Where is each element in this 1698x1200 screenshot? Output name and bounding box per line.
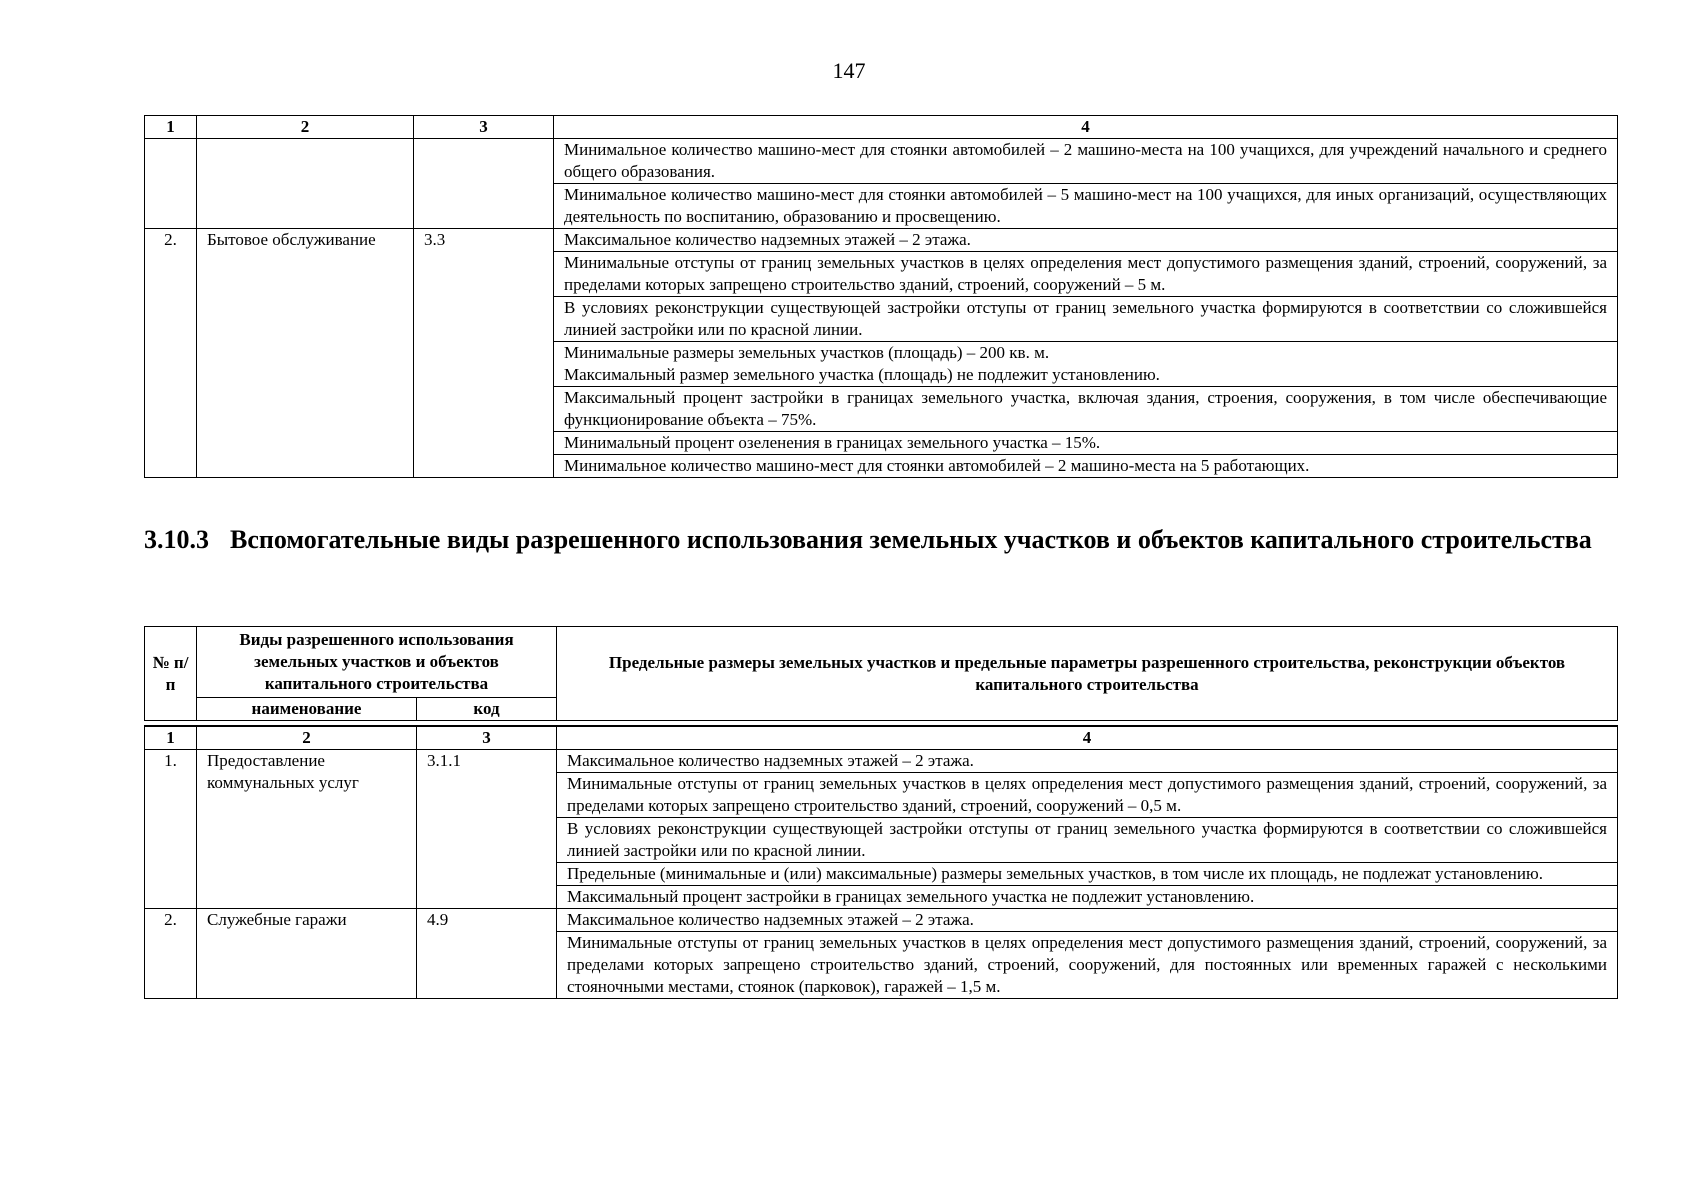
requirement-text: Максимальное количество надземных этажей – 2 этажа. bbox=[567, 751, 974, 770]
requirement-cell bbox=[557, 932, 1618, 999]
requirement-cell bbox=[557, 750, 1618, 773]
column-number-row bbox=[145, 116, 1618, 139]
row-number-cell bbox=[145, 139, 197, 229]
table-auxiliary-uses bbox=[144, 626, 1618, 999]
requirement-text: Минимальный процент озеленения в границах земельного участка – 15%. bbox=[564, 433, 1101, 452]
row-code: 3.3 bbox=[414, 229, 554, 478]
requirement-text: Минимальное количество машино-мест для стоянки автомобилей – 2 машино-места на 100 учащихся, для учреждений начального и среднего общего образования. bbox=[564, 140, 1607, 181]
requirement-text: Минимальные отступы от границ земельных участков в целях определения мест допустимого размещения зданий, строений, сооружений, за пределами которых запрещено строительство зданий, строений, сооружений – 0,5 м. bbox=[567, 774, 1607, 815]
requirement-text: Минимальные размеры земельных участков (площадь) – 200 кв. м. bbox=[564, 343, 1050, 362]
requirement-cell bbox=[557, 863, 1618, 886]
requirement-text: Минимальные отступы от границ земельных участков в целях определения мест допустимого размещения зданий, строений, сооружений, за пределами которых запрещено строительство зданий, строений, сооружений, для постоянных или временных гаражей с несколькими стояночными местами, стоянок (парковок), гаражей – 1,5 м. bbox=[567, 933, 1607, 996]
table-row bbox=[145, 750, 1618, 773]
row-name: Служебные гаражи bbox=[197, 909, 417, 999]
table-row bbox=[145, 909, 1618, 932]
requirement-cell bbox=[557, 818, 1618, 863]
requirement-cell bbox=[554, 139, 1618, 184]
requirement-cell bbox=[554, 184, 1618, 229]
requirement-cell bbox=[554, 297, 1618, 342]
requirement-cell bbox=[557, 909, 1618, 932]
requirement-cell bbox=[554, 455, 1618, 478]
requirement-text: Минимальное количество машино-мест для стоянки автомобилей – 2 машино-места на 5 работающих. bbox=[564, 456, 1310, 475]
column-number: 2 bbox=[197, 726, 417, 750]
column-number-row bbox=[145, 726, 1618, 750]
requirement-cell bbox=[557, 886, 1618, 909]
requirement-cell bbox=[554, 387, 1618, 432]
row-code-cell bbox=[414, 139, 554, 229]
section-title: Вспомогательные виды разрешенного использования земельных участков и объектов капитального строительства bbox=[230, 525, 1592, 554]
page-number: 147 bbox=[832, 58, 866, 83]
requirement-cell bbox=[557, 773, 1618, 818]
requirement-text: Максимальный процент застройки в границах земельного участка, включая здания, строения, сооружения, в том числе обеспечивающие функционирование объекта – 75%. bbox=[564, 388, 1607, 429]
column-number: 1 bbox=[145, 116, 197, 139]
header-types: Виды разрешенного использования земельных участков и объектов капитального строительства bbox=[197, 627, 557, 698]
table-header-row bbox=[145, 627, 1618, 698]
row-number: 1. bbox=[145, 750, 197, 909]
column-number: 4 bbox=[554, 116, 1618, 139]
section-number: 3.10.3 bbox=[144, 525, 209, 554]
row-code: 4.9 bbox=[417, 909, 557, 999]
row-code: 3.1.1 bbox=[417, 750, 557, 909]
column-number: 1 bbox=[145, 726, 197, 750]
column-number: 4 bbox=[557, 726, 1618, 750]
requirement-text: Максимальный размер земельного участка (площадь) не подлежит установлению. bbox=[564, 365, 1160, 384]
header-name: наименование bbox=[197, 698, 417, 721]
column-number: 3 bbox=[417, 726, 557, 750]
row-name: Предоставление коммунальных услуг bbox=[197, 750, 417, 909]
column-number: 2 bbox=[197, 116, 414, 139]
row-name-cell bbox=[197, 139, 414, 229]
requirement-text: Максимальное количество надземных этажей – 2 этажа. bbox=[564, 230, 971, 249]
row-name: Бытовое обслуживание bbox=[197, 229, 414, 478]
requirement-text: Максимальный процент застройки в границах земельного участка не подлежит установлению. bbox=[567, 887, 1255, 906]
table-row bbox=[145, 139, 1618, 184]
requirement-text: Предельные (минимальные и (или) максимальные) размеры земельных участков, в том числе их площадь, не подлежат установлению. bbox=[567, 864, 1543, 883]
requirement-cell bbox=[554, 432, 1618, 455]
table-continuation bbox=[144, 115, 1618, 478]
header-code: код bbox=[417, 698, 557, 721]
header-num: № п/п bbox=[145, 627, 197, 721]
requirement-cell bbox=[554, 229, 1618, 252]
requirement-text: В условиях реконструкции существующей застройки отступы от границ земельного участка формируются в соответствии со сложившейся линией застройки или по красной линии. bbox=[567, 819, 1607, 860]
row-number: 2. bbox=[145, 909, 197, 999]
column-number: 3 bbox=[414, 116, 554, 139]
requirement-text: Минимальные отступы от границ земельных участков в целях определения мест допустимого размещения зданий, строений, сооружений, за пределами которых запрещено строительство зданий, строений, сооружений – 5 м. bbox=[564, 253, 1607, 294]
section-heading bbox=[144, 524, 1618, 555]
requirement-cell bbox=[554, 252, 1618, 297]
requirement-text: Максимальное количество надземных этажей – 2 этажа. bbox=[567, 910, 974, 929]
requirement-text: В условиях реконструкции существующей застройки отступы от границ земельного участка формируются в соответствии со сложившейся линией застройки или по красной линии. bbox=[564, 298, 1607, 339]
table-row bbox=[145, 229, 1618, 252]
requirement-text: Минимальное количество машино-мест для стоянки автомобилей – 5 машино-мест на 100 учащихся, для иных организаций, осуществляющих деятельность по воспитанию, образованию и просвещению. bbox=[564, 185, 1607, 226]
header-params: Предельные размеры земельных участков и предельные параметры разрешенного строительства, реконструкции объектов капитального строительства bbox=[557, 627, 1618, 721]
requirement-cell bbox=[554, 342, 1618, 387]
row-number: 2. bbox=[145, 229, 197, 478]
